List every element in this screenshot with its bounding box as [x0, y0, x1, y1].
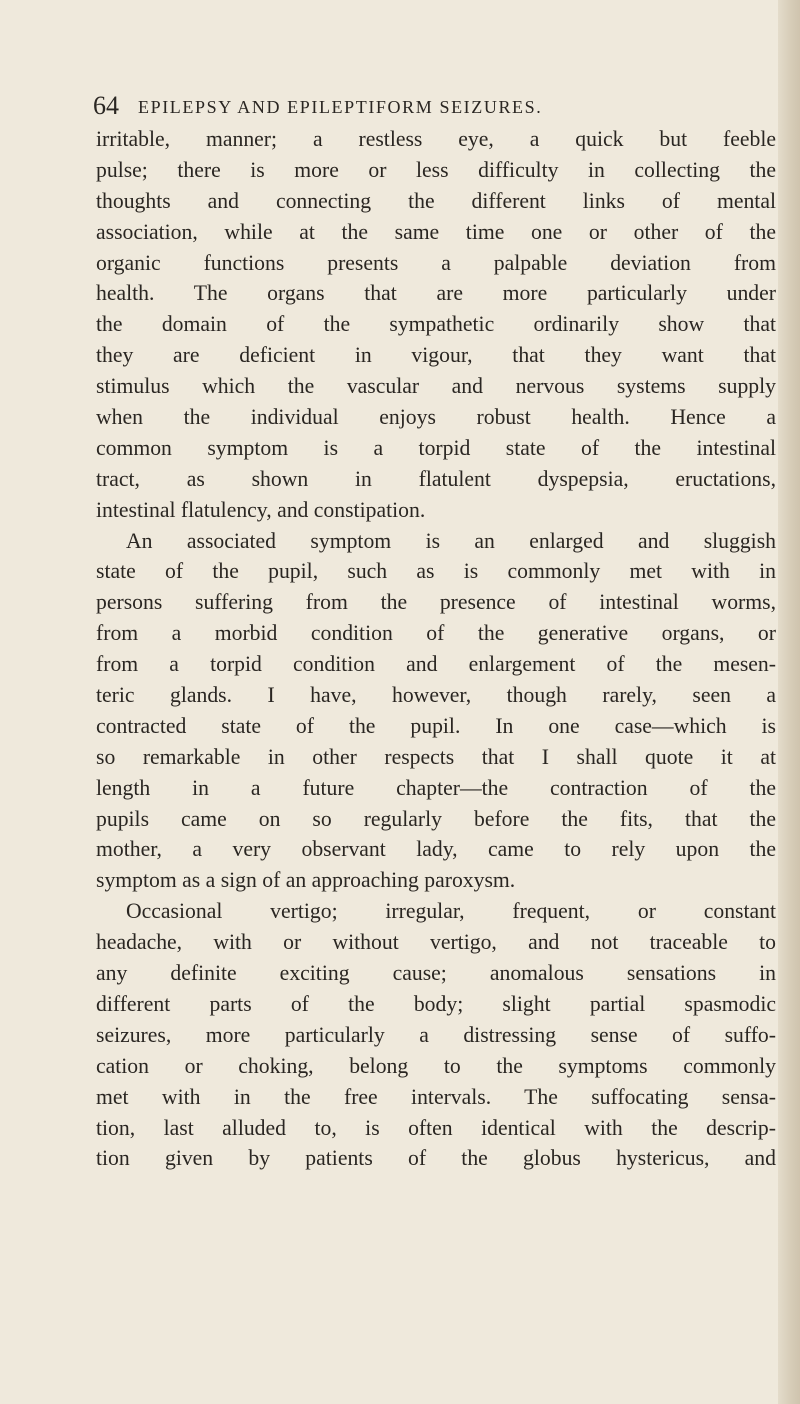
page-number: 64 — [93, 91, 119, 120]
text-line: cation or choking, belong to the symptoms commonly — [96, 1053, 776, 1078]
text-line: tract, as shown in flatulent dyspepsia, eructations, — [96, 466, 776, 491]
text-line: intestinal flatulency, and constipation. — [96, 497, 426, 522]
text-line: thoughts and connecting the different links of mental — [96, 188, 776, 213]
text-line: from a morbid condition of the generative organs, or — [96, 621, 776, 646]
text-line: different parts of the body; slight partial spasmodic — [96, 991, 776, 1016]
text-line: association, while at the same time one or other of the — [96, 219, 776, 244]
page-edge-shadow — [778, 0, 800, 1404]
text-line: headache, with or without vertigo, and not traceable to — [96, 930, 776, 955]
text-line: stimulus which the vascular and nervous systems supply — [96, 374, 776, 399]
body-text — [96, 124, 776, 1174]
text-line: when the individual enjoys robust health. Hence a — [96, 405, 776, 430]
text-line: irritable, manner; a restless eye, a quick but feeble — [96, 127, 776, 151]
text-line: pulse; there is more or less difficulty in collecting the — [96, 157, 776, 182]
text-line: they are deficient in vigour, that they want that — [96, 343, 776, 368]
text-line: met with in the free intervals. The suffocating sensa- — [96, 1084, 776, 1109]
text-line: tion given by patients of the globus hystericus, and — [96, 1146, 776, 1171]
running-title: EPILEPSY AND EPILEPTIFORM SEIZURES. — [138, 97, 543, 117]
text-line: health. The organs that are more particularly under — [96, 281, 776, 306]
text-line: mother, a very observant lady, came to rely upon the — [96, 837, 776, 862]
text-line: any definite exciting cause; anomalous sensations in — [96, 961, 776, 986]
text-line: so remarkable in other respects that I shall quote it at — [96, 744, 776, 769]
text-line: common symptom is a torpid state of the intestinal — [96, 435, 776, 460]
text-line: seizures, more particularly a distressing sense of suffo- — [96, 1022, 776, 1047]
text-line: the domain of the sympathetic ordinarily show that — [96, 312, 776, 337]
text-line: organic functions presents a palpable deviation from — [96, 250, 776, 275]
text-line: contracted state of the pupil. In one case—which is — [96, 713, 776, 738]
text-line: state of the pupil, such as is commonly met with in — [96, 559, 776, 584]
text-line: tion, last alluded to, is often identical with the descrip- — [96, 1115, 776, 1140]
text-line: pupils came on so regularly before the fits, that the — [96, 806, 776, 831]
text-line: persons suffering from the presence of intestinal worms, — [96, 590, 776, 615]
running-header — [93, 86, 773, 126]
text-line: Occasional vertigo; irregular, frequent, or constant — [126, 899, 776, 924]
text-line: symptom as a sign of an approaching paroxysm. — [96, 868, 516, 893]
text-line: teric glands. I have, however, though rarely, seen a — [96, 683, 776, 708]
text-line: An associated symptom is an enlarged and sluggish — [126, 528, 776, 553]
text-line: length in a future chapter—the contraction of the — [96, 775, 776, 800]
text-line: from a torpid condition and enlargement of the mesen- — [96, 652, 776, 677]
